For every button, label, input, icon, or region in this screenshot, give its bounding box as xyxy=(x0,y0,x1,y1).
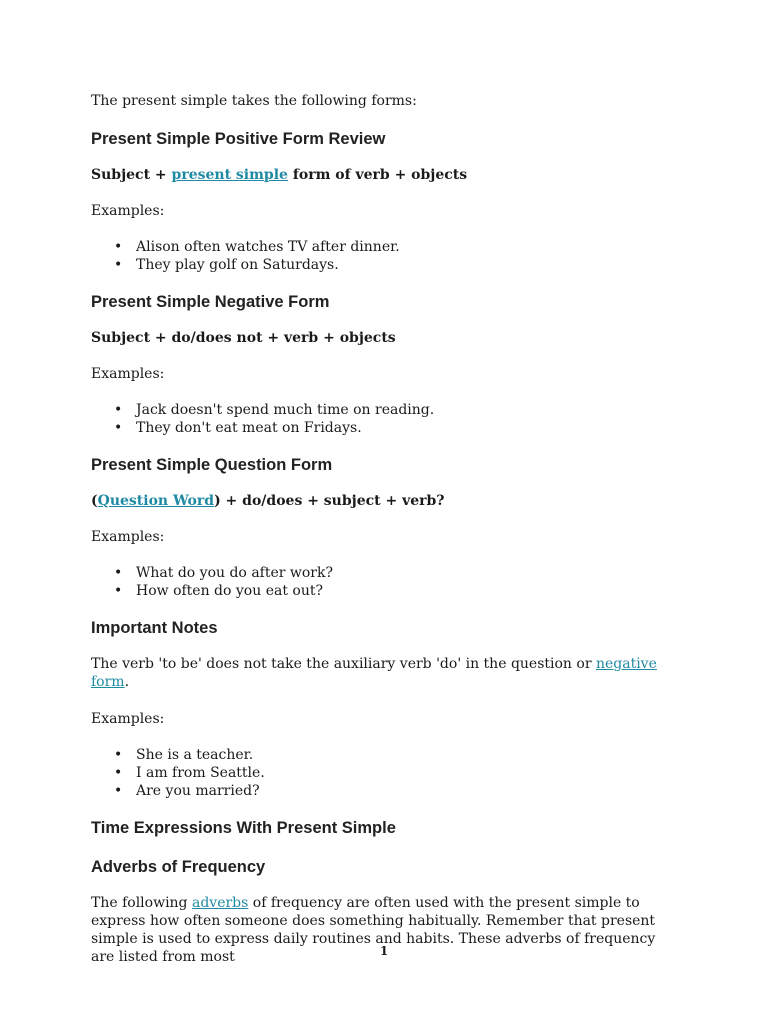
question-examples-list xyxy=(91,564,691,600)
list-item: • Jack doesn't spend much time on reading. xyxy=(136,401,691,419)
list-item: • How often do you eat out? xyxy=(136,582,691,600)
question-form-heading: Present Simple Question Form xyxy=(91,456,333,474)
important-notes-heading: Important Notes xyxy=(91,619,218,637)
list-item: • What do you do after work? xyxy=(136,564,691,582)
adverbs-of-frequency-heading: Adverbs of Frequency xyxy=(91,858,266,876)
list-item: • Alison often watches TV after dinner. xyxy=(136,238,691,256)
question-formula-open: ( xyxy=(91,493,98,509)
adverbs-link[interactable]: adverbs xyxy=(191,895,249,911)
positive-examples-label: Examples: xyxy=(91,203,165,219)
question-formula xyxy=(91,492,691,510)
document-page xyxy=(91,92,691,966)
question-examples-label: Examples: xyxy=(91,529,165,545)
negative-form-heading: Present Simple Negative Form xyxy=(91,293,330,311)
question-word-link[interactable]: Question Word xyxy=(97,493,215,509)
page-number: 1 xyxy=(379,944,389,958)
question-formula-suffix: ) + do/does + subject + verb? xyxy=(214,493,445,509)
negative-examples-label: Examples: xyxy=(91,366,165,382)
list-item: • Are you married? xyxy=(136,782,691,800)
notes-text-suffix: . xyxy=(124,674,130,690)
adverbs-text-suffix: of frequency are often used with the present simple to express how often someone does something habitually. Remember that present simple is used to express daily routines and habits. These adverbs of frequency are listed from most xyxy=(91,895,656,965)
notes-examples-label: Examples: xyxy=(91,711,165,727)
important-notes-text xyxy=(91,655,691,691)
present-simple-link[interactable]: present simple xyxy=(171,167,288,183)
list-item: • I am from Seattle. xyxy=(136,764,691,782)
positive-examples-list xyxy=(91,238,691,274)
list-item: • She is a teacher. xyxy=(136,746,691,764)
negative-formula: Subject + do/does not + verb + objects xyxy=(91,330,396,346)
notes-text-prefix: The verb 'to be' does not take the auxiliary verb 'do' in the question or xyxy=(91,656,596,672)
time-expressions-heading: Time Expressions With Present Simple xyxy=(91,819,396,837)
intro-text: The present simple takes the following forms: xyxy=(91,93,417,109)
positive-formula-suffix: form of verb + objects xyxy=(287,167,468,183)
negative-form-link[interactable]: negative form xyxy=(91,656,657,690)
positive-formula xyxy=(91,166,691,184)
adverbs-text-prefix: The following xyxy=(91,895,192,911)
list-item: • They don't eat meat on Fridays. xyxy=(136,419,691,437)
list-item: • They play golf on Saturdays. xyxy=(136,256,691,274)
positive-formula-prefix: Subject + xyxy=(91,167,172,183)
negative-examples-list xyxy=(91,401,691,437)
notes-examples-list xyxy=(91,746,691,800)
positive-form-heading: Present Simple Positive Form Review xyxy=(91,130,386,148)
